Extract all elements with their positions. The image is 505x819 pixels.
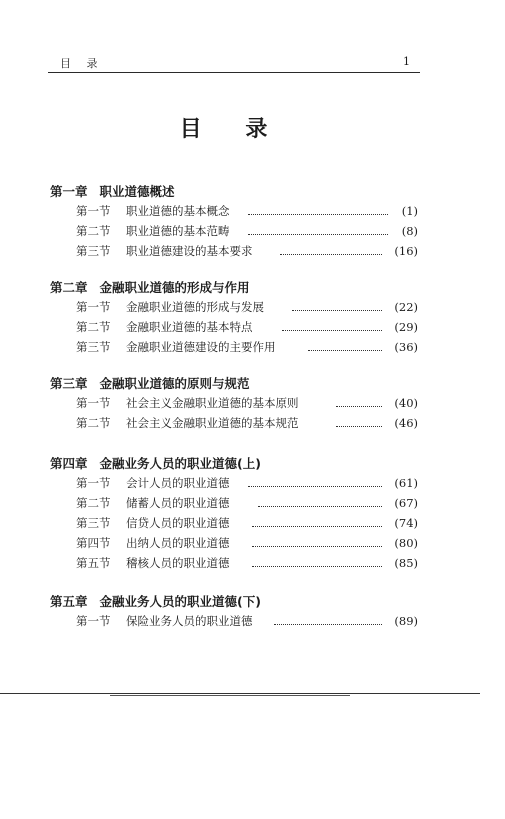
section-page: (46) [394,416,418,430]
dot-leader [292,310,382,311]
section-page: (22) [394,300,418,314]
chapter-title: 职业道德概述 [99,184,175,199]
dot-leader [280,254,382,255]
section-title: 金融职业道德建设的主要作用 [126,340,276,354]
chapter-title: 金融职业道德的原则与规范 [99,376,250,391]
dot-leader [248,214,388,215]
section-number: 第一节 [76,396,111,410]
section-title: 职业道德的基本概念 [126,204,230,218]
toc-entry [76,553,418,573]
section-title: 社会主义金融职业道德的基本规范 [126,416,299,430]
section-title: 职业道德建设的基本要求 [126,244,253,258]
chapter-title: 金融业务人员的职业道德(上) [99,456,261,471]
section-page: (85) [394,556,418,570]
section-number: 第二节 [76,496,111,510]
section-title: 职业道德的基本范畴 [126,224,230,238]
toc-entry [76,393,418,413]
chapter-5 [50,593,430,631]
chapter-title: 金融业务人员的职业道德(下) [99,594,261,609]
chapter-heading [50,455,430,473]
running-head-title: 目 录 [60,57,104,70]
section-page: (74) [394,516,418,530]
dot-leader [274,624,382,625]
toc-entry [76,413,418,433]
footer-rule-secondary [110,695,350,696]
dot-leader [248,234,388,235]
toc-entry [76,201,418,221]
chapter-title: 金融职业道德的形成与作用 [99,280,250,295]
toc-entry [76,533,418,553]
section-number: 第五节 [76,556,111,570]
section-number: 第四节 [76,536,111,550]
section-number: 第一节 [76,300,111,314]
section-page: (36) [394,340,418,354]
section-number: 第三节 [76,244,111,258]
chapter-number: 第一章 [50,184,88,199]
dot-leader [248,486,382,487]
section-title: 信贷人员的职业道德 [126,516,230,530]
section-page: (8) [401,224,418,238]
section-page: (61) [394,476,418,490]
chapter-heading [50,375,430,393]
section-page: (16) [394,244,418,258]
section-number: 第三节 [76,340,111,354]
chapter-heading [50,183,430,201]
chapter-2 [50,279,430,357]
section-page: (89) [394,614,418,628]
dot-leader [308,350,382,351]
section-title: 稽核人员的职业道德 [126,556,230,570]
section-page: (29) [394,320,418,334]
chapter-4 [50,455,430,573]
toc-title: 目 录 [179,117,286,142]
chapter-number: 第五章 [50,594,88,609]
dot-leader [336,426,382,427]
dot-leader [252,566,382,567]
running-head [48,55,420,73]
dot-leader [336,406,382,407]
section-number: 第一节 [76,204,111,218]
chapter-number: 第四章 [50,456,88,471]
section-number: 第一节 [76,614,111,628]
section-page: (1) [401,204,418,218]
section-number: 第一节 [76,476,111,490]
section-title: 出纳人员的职业道德 [126,536,230,550]
section-title: 会计人员的职业道德 [126,476,230,490]
toc-entry [76,221,418,241]
section-number: 第三节 [76,516,111,530]
dot-leader [252,526,382,527]
toc-entry [76,317,418,337]
toc-entry [76,513,418,533]
toc-entry [76,611,418,631]
chapter-heading [50,279,430,297]
section-title: 储蓄人员的职业道德 [126,496,230,510]
chapter-number: 第三章 [50,376,88,391]
running-head-page-number: 1 [403,55,410,68]
section-number: 第二节 [76,416,111,430]
chapter-3 [50,375,430,433]
chapter-heading [50,593,430,611]
toc-entry [76,297,418,317]
section-number: 第二节 [76,320,111,334]
section-page: (67) [394,496,418,510]
header-rule [48,72,420,73]
dot-leader [258,506,382,507]
toc-entry [76,241,418,261]
toc-entry [76,337,418,357]
section-title: 保险业务人员的职业道德 [126,614,253,628]
dot-leader [282,330,382,331]
section-number: 第二节 [76,224,111,238]
toc-entry [76,493,418,513]
section-title: 金融职业道德的形成与发展 [126,300,264,314]
chapter-1 [50,183,430,261]
dot-leader [252,546,382,547]
section-title: 社会主义金融职业道德的基本原则 [126,396,299,410]
section-page: (80) [394,536,418,550]
chapter-number: 第二章 [50,280,88,295]
section-page: (40) [394,396,418,410]
toc-entry [76,473,418,493]
footer-rule [0,693,480,694]
section-title: 金融职业道德的基本特点 [126,320,253,334]
